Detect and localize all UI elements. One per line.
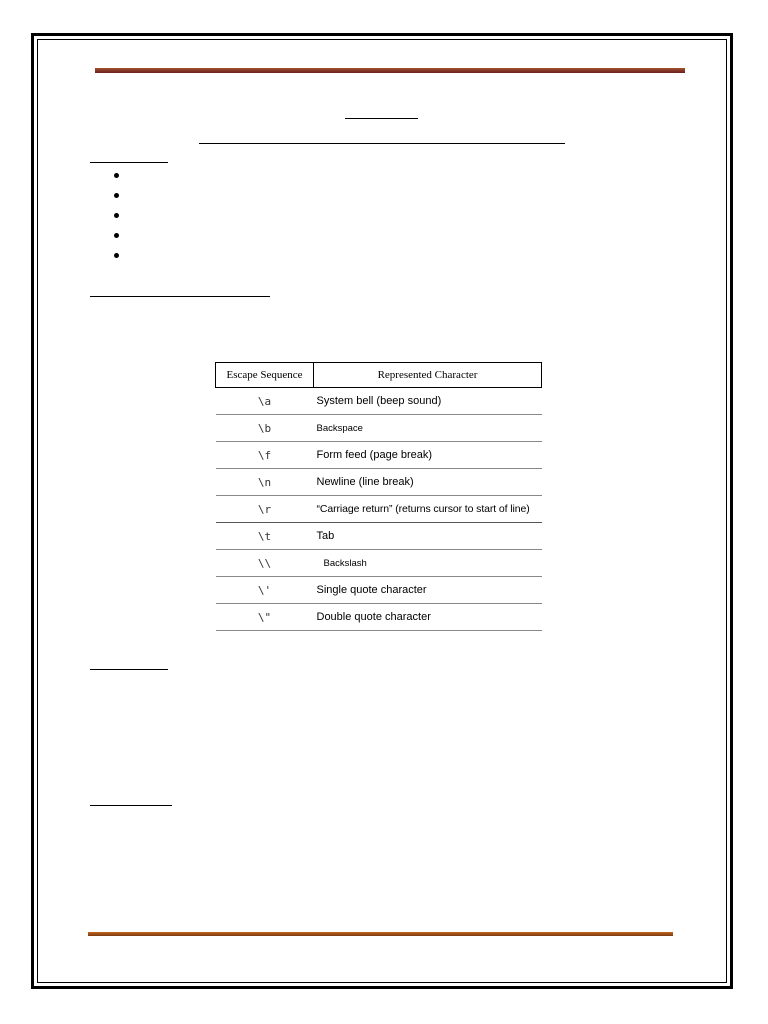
table-row — [216, 388, 542, 415]
character-cell: “Carriage return” (returns cursor to start of line) — [314, 496, 542, 523]
character-cell: System bell (beep sound) — [314, 388, 542, 415]
escape-sequence-cell: \r — [216, 496, 314, 523]
character-cell: Single quote character — [314, 577, 542, 604]
table-row — [216, 604, 542, 631]
header-rule — [95, 68, 685, 73]
header-escape-sequence: Escape Sequence — [216, 363, 314, 388]
table-row — [216, 442, 542, 469]
escape-sequence-cell: \\ — [216, 550, 314, 577]
table-row — [216, 523, 542, 550]
table-row — [216, 550, 542, 577]
table-row — [216, 469, 542, 496]
title-underline — [345, 118, 418, 119]
table-row — [216, 496, 542, 523]
section-heading-underline-4 — [90, 805, 172, 806]
escape-sequence-cell: \" — [216, 604, 314, 631]
subtitle-underline — [199, 143, 565, 144]
escape-sequence-cell: \n — [216, 469, 314, 496]
escape-sequence-cell: \' — [216, 577, 314, 604]
escape-sequence-cell: \b — [216, 415, 314, 442]
character-cell: Backspace — [314, 415, 542, 442]
section-heading-underline-3 — [90, 669, 168, 670]
character-cell: Double quote character — [314, 604, 542, 631]
escape-sequence-cell: \f — [216, 442, 314, 469]
character-cell: Newline (line break) — [314, 469, 542, 496]
character-cell: Tab — [314, 523, 542, 550]
character-cell: Backslash — [314, 550, 542, 577]
character-cell: Form feed (page break) — [314, 442, 542, 469]
section-heading-underline-1 — [90, 162, 168, 163]
table-row — [216, 577, 542, 604]
escape-sequence-table — [215, 362, 542, 631]
table-row — [216, 415, 542, 442]
table-header-row — [216, 363, 542, 388]
escape-sequence-cell: \a — [216, 388, 314, 415]
header-represented-character: Represented Character — [314, 363, 542, 388]
footer-rule — [88, 932, 673, 936]
escape-sequence-cell: \t — [216, 523, 314, 550]
section-heading-underline-2 — [90, 296, 270, 297]
